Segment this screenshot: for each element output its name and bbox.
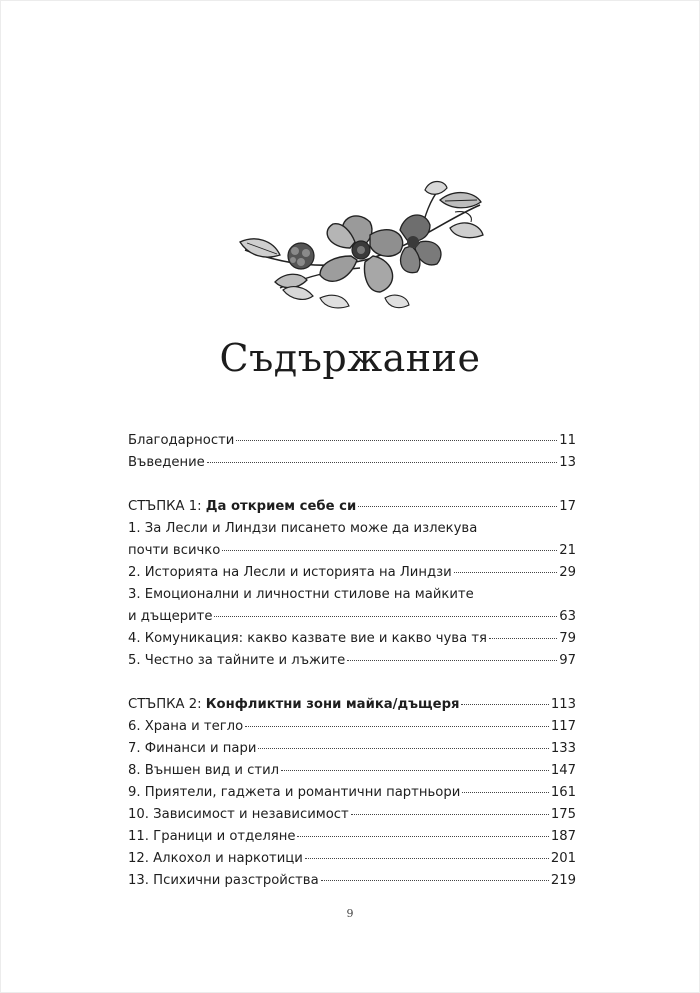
toc-entry[interactable] <box>128 804 576 826</box>
toc-leader-dots <box>461 704 548 705</box>
toc-leader-dots <box>321 880 549 881</box>
toc-section-heading[interactable] <box>128 496 576 518</box>
toc-page-number: 13 <box>559 455 576 470</box>
toc-entry[interactable] <box>128 870 576 892</box>
toc-entry[interactable] <box>128 628 576 650</box>
toc-page-number: 117 <box>550 719 576 734</box>
toc-entry-text: 1. За Лесли и Линдзи писането може да излекува <box>128 521 478 536</box>
toc-entry-text: почти всичко <box>128 543 221 558</box>
toc-entry[interactable] <box>128 518 576 540</box>
toc-page-number: 113 <box>550 697 576 712</box>
toc-entry-text: 4. Комуникация: какво казвате вие и какво чува тя <box>128 631 487 646</box>
toc-entry-text: 7. Финанси и пари <box>128 741 257 756</box>
toc-entry[interactable] <box>128 650 576 672</box>
toc-leader-dots <box>347 660 557 661</box>
toc-leader-dots <box>258 748 548 749</box>
toc-leader-dots <box>305 858 549 859</box>
toc-entry[interactable] <box>128 760 576 782</box>
toc-entry-text <box>128 496 356 518</box>
toc-page-number: 147 <box>550 763 576 778</box>
toc-page-number: 21 <box>559 543 576 558</box>
toc-entry[interactable] <box>128 738 576 760</box>
toc-entry[interactable] <box>128 562 576 584</box>
toc-page-number: 29 <box>559 565 576 580</box>
toc-leader-dots <box>358 506 557 507</box>
toc-entry[interactable] <box>128 606 576 628</box>
toc-leader-dots <box>222 550 557 551</box>
toc-page-number: 201 <box>550 851 576 866</box>
toc-leader-dots <box>236 440 557 441</box>
floral-ornament-icon <box>225 180 495 330</box>
toc-entry-text <box>128 694 459 716</box>
toc-page-number: 133 <box>550 741 576 756</box>
toc-leader-dots <box>245 726 549 727</box>
toc-page-number: 161 <box>550 785 576 800</box>
toc-entry[interactable] <box>128 782 576 804</box>
toc-entry-text: 12. Алкохол и наркотици <box>128 851 303 866</box>
toc-page-number: 187 <box>550 829 576 844</box>
page-title: Съдържание <box>219 336 481 380</box>
toc-page-number: 11 <box>559 433 576 448</box>
toc-entry-text: 9. Приятели, гаджета и романтични партньори <box>128 785 461 800</box>
section-prefix: СТЪПКА 2: <box>128 697 206 712</box>
page-number: 9 <box>346 907 354 920</box>
toc-entry-text: 11. Граници и отделяне <box>128 829 296 844</box>
toc-leader-dots <box>297 836 548 837</box>
toc-entry[interactable] <box>128 452 576 474</box>
toc-entry-text: 8. Външен вид и стил <box>128 763 280 778</box>
toc-entry-text: и дъщерите <box>128 609 213 624</box>
toc-entry-text: 10. Зависимост и независимост <box>128 807 349 822</box>
toc-entry-text: 3. Емоционални и личностни стилове на майките <box>128 587 474 602</box>
toc-entry[interactable] <box>128 584 576 606</box>
toc-leader-dots <box>454 572 558 573</box>
toc-page-number: 219 <box>550 873 576 888</box>
toc-entry[interactable] <box>128 540 576 562</box>
toc-entry-text: 2. Историята на Лесли и историята на Линдзи <box>128 565 452 580</box>
toc-leader-dots <box>489 638 557 639</box>
toc-entry-text: Въведение <box>128 455 205 470</box>
toc-leader-dots <box>351 814 549 815</box>
toc-entry[interactable] <box>128 716 576 738</box>
toc-entry-text: Благодарности <box>128 433 235 448</box>
toc-page-number: 17 <box>559 499 576 514</box>
toc-entry-text: 6. Храна и тегло <box>128 719 244 734</box>
toc-entry-text: 5. Честно за тайните и лъжите <box>128 653 346 668</box>
toc-entry[interactable] <box>128 848 576 870</box>
toc-leader-dots <box>214 616 557 617</box>
toc-page-number: 175 <box>550 807 576 822</box>
toc-entry[interactable] <box>128 826 576 848</box>
toc-entry-text: 13. Психични разстройства <box>128 873 319 888</box>
section-title: Конфликтни зони майка/дъщеря <box>205 697 460 712</box>
toc-leader-dots <box>462 792 549 793</box>
toc-leader-dots <box>207 462 557 463</box>
toc-leader-dots <box>281 770 549 771</box>
toc-page-number: 79 <box>559 631 576 646</box>
toc-page-number: 63 <box>559 609 576 624</box>
section-prefix: СТЪПКА 1: <box>128 499 206 514</box>
toc-section-heading[interactable] <box>128 694 576 716</box>
toc-page-number: 97 <box>559 653 576 668</box>
toc-entry[interactable] <box>128 430 576 452</box>
section-title: Да открием себе си <box>205 499 357 514</box>
